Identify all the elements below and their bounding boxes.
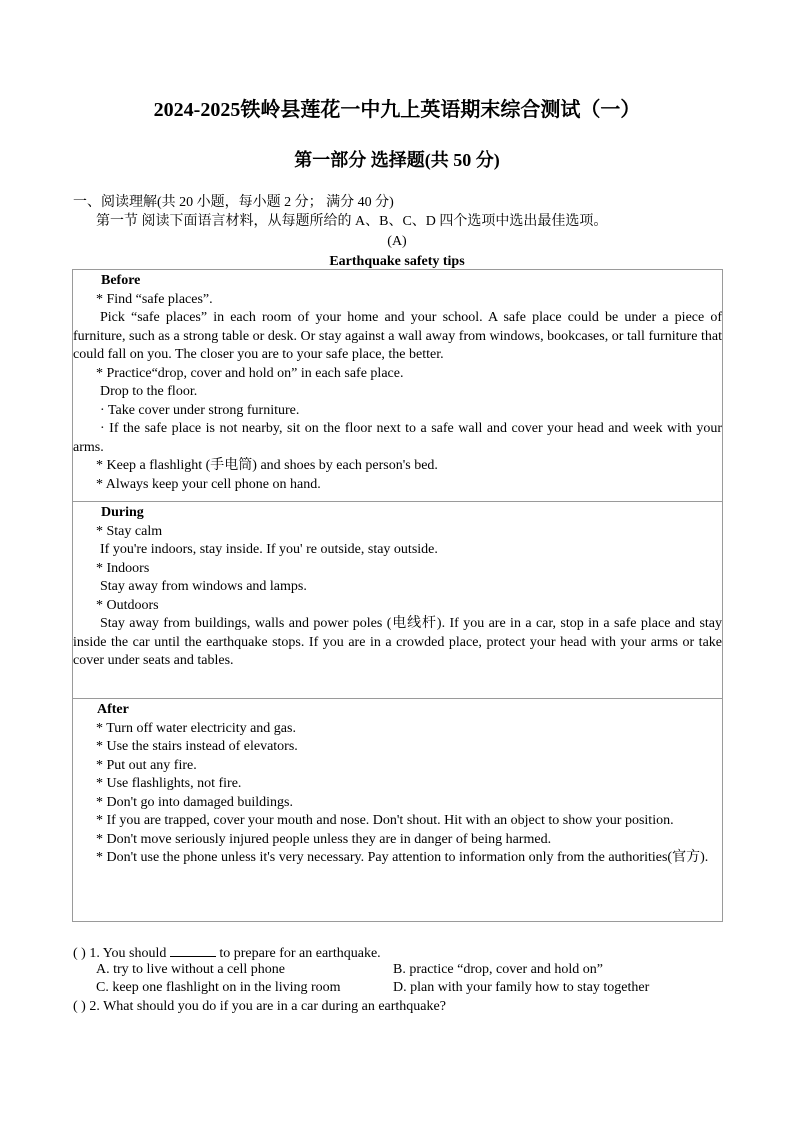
before-box [72,269,723,502]
during-line: Stay away from windows and lamps. [100,579,307,594]
during-line: If you're indoors, stay inside. If you' re outside, stay outside. [100,542,438,557]
before-line: * Practice“drop, cover and hold on” in each safe place. [96,365,404,381]
before-line: · Take cover under strong furniture. [100,402,300,418]
section-heading: 一、阅读理解(共 20 小题，每小题 2 分； 满分 40 分) [73,195,394,210]
before-line: * Find “safe places”. [96,291,213,307]
after-line: * Turn off water electricity and gas. [96,720,296,736]
question-1-prefix: ( ) 1. You should [73,946,167,961]
during-line: * Indoors [96,560,150,576]
after-line: * Don't move seriously injured people unless they are in danger of being harmed. [96,831,552,847]
before-line: * Keep a flashlight (手电筒) and shoes by each person's bed. [96,458,438,473]
answer-blank [170,943,216,957]
after-line: * Don't go into damaged buildings. [96,794,293,810]
after-heading: After [97,702,129,717]
passage-label: (A) [387,234,407,249]
question-1-option-d: D. plan with your family how to stay together [393,980,650,995]
before-line: Drop to the floor. [100,384,198,399]
question-1-option-a: A. try to live without a cell phone [96,962,285,977]
after-line: * Don't use the phone unless it's very necessary. Pay attention to information only from the authorities(官方). [96,850,709,865]
during-line: * Outdoors [96,597,159,613]
part-subtitle: 第一部分 选择题(共 50 分) [294,150,500,170]
before-line: * Always keep your cell phone on hand. [96,476,321,492]
passage-title: Earthquake safety tips [329,254,465,269]
question-1-suffix: to prepare for an earthquake. [219,946,381,961]
after-line: * Use the stairs instead of elevators. [96,739,298,754]
question-2: ( ) 2. What should you do if you are in a car during an earthquake? [73,999,446,1014]
after-line: * Use flashlights, not fire. [96,776,242,791]
during-heading: During [101,505,144,520]
after-line: * Put out any fire. [96,757,197,773]
before-line: · If the safe place is not nearby, sit on the floor next to a safe wall and cover your head and week with your arms. [73,421,722,455]
page-title: 2024-2025铁岭县莲花一中九上英语期末综合测试（一） [153,99,641,121]
question-1-option-c: C. keep one flashlight on in the living room [96,980,341,995]
during-line: * Stay calm [96,523,163,539]
before-line: Pick “safe places” in each room of your home and your school. A safe place could be under a piece of furniture, such as a strong table or desk. Or stay against a wall away from windows, bookcases, or tall furniture that could fall on you. The closer you are to your safe place, the better. [73,310,722,362]
section-instruction: 第一节 阅读下面语言材料，从每题所给的 A、B、C、D 四个选项中选出最佳选项。 [96,214,608,229]
after-line: * If you are trapped, cover your mouth and nose. Don't shout. Hit with an object to show your position. [96,813,674,828]
after-box [72,698,723,922]
before-heading: Before [101,273,141,288]
question-1-option-b: B. practice “drop, cover and hold on” [393,962,603,977]
during-line: Stay away from buildings, walls and power poles (电线杆). If you are in a car, stop in a safe place and stay inside the car until the earthquake stops. If you are in a crowded place, protect your head with your arms or take cover under seats and tables. [73,616,722,668]
during-box [72,501,723,699]
